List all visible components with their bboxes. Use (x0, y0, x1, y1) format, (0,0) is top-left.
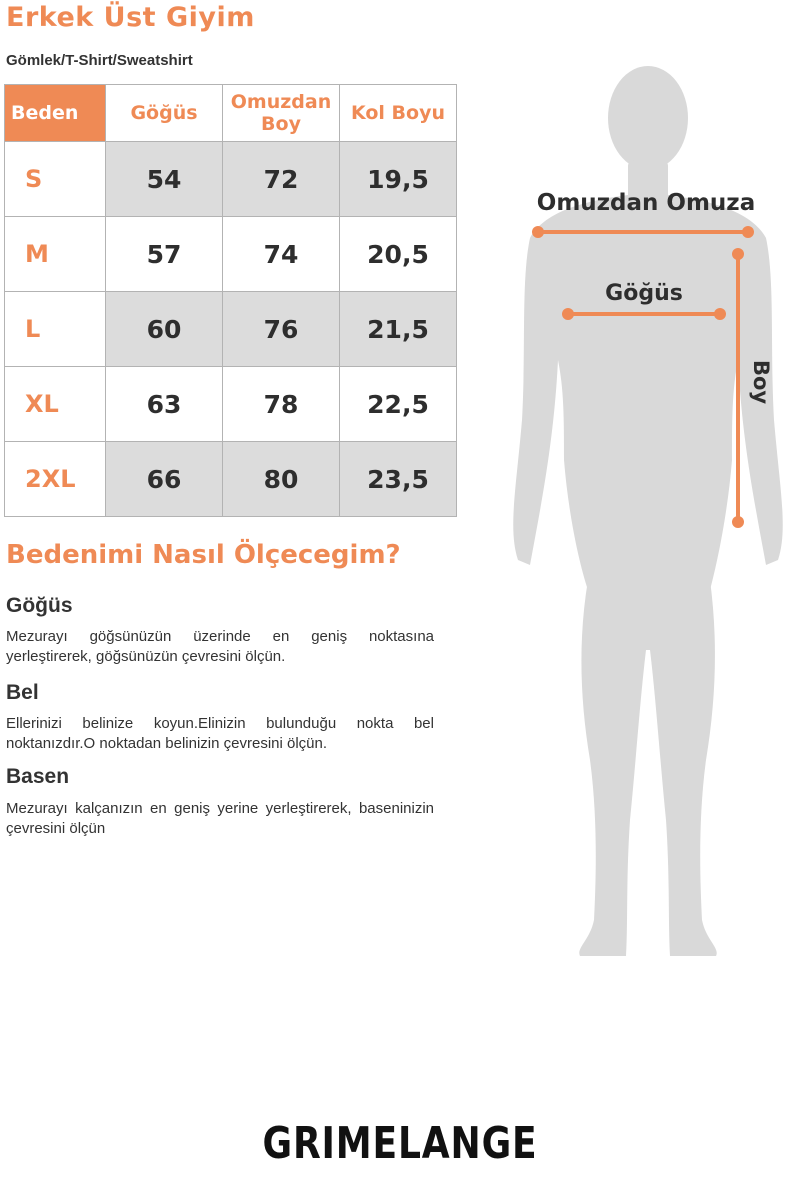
table-row (5, 142, 457, 217)
size-cell: S (5, 142, 106, 217)
boy-cell: 72 (223, 142, 340, 217)
guide-title: Bedenimi Nasıl Ölçecegim? (6, 540, 401, 570)
shoulder-right-dot (742, 226, 754, 238)
page-title: Erkek Üst Giyim (6, 2, 255, 33)
header-boy: Boy (261, 113, 301, 135)
table-row (5, 292, 457, 367)
header-beden: Beden (5, 85, 106, 142)
gogus-cell: 54 (106, 142, 223, 217)
length-top-dot (732, 248, 744, 260)
kol-boyu-cell: 22,5 (340, 367, 457, 442)
size-cell: 2XL (5, 442, 106, 517)
header-omuzdan: Omuzdan (230, 91, 332, 113)
body-measurement-figure (470, 60, 800, 970)
shoulder-left-dot (532, 226, 544, 238)
boy-cell: 76 (223, 292, 340, 367)
header-kol-boyu: Kol Boyu (340, 85, 457, 142)
header-omuzdan-boy (223, 85, 340, 142)
table-row (5, 367, 457, 442)
kol-boyu-cell: 21,5 (340, 292, 457, 367)
section-heading-gogus: Göğüs (6, 594, 73, 617)
page-subtitle: Gömlek/T-Shirt/Sweatshirt (6, 52, 193, 69)
table-row (5, 442, 457, 517)
boy-cell: 78 (223, 367, 340, 442)
table-header-row (5, 85, 457, 142)
section-text-gogus: Mezurayı göğsünüzün üzerinde en geniş noktasına yerleştirerek, göğsünüzün çevresini ölçün. (6, 628, 434, 665)
header-gogus: Göğüs (106, 85, 223, 142)
section-heading-bel: Bel (6, 681, 39, 704)
label-chest: Göğüs (605, 281, 683, 306)
size-cell: L (5, 292, 106, 367)
kol-boyu-cell: 20,5 (340, 217, 457, 292)
boy-cell: 80 (223, 442, 340, 517)
brand-logo: GRIMELANGE (262, 1118, 538, 1169)
gogus-cell: 66 (106, 442, 223, 517)
size-cell: XL (5, 367, 106, 442)
chest-left-dot (562, 308, 574, 320)
label-shoulder: Omuzdan Omuza (536, 190, 756, 216)
boy-cell: 74 (223, 217, 340, 292)
gogus-cell: 57 (106, 217, 223, 292)
kol-boyu-cell: 23,5 (340, 442, 457, 517)
gogus-cell: 60 (106, 292, 223, 367)
kol-boyu-cell: 19,5 (340, 142, 457, 217)
size-table (4, 84, 457, 517)
label-length: Boy (749, 360, 773, 405)
size-cell: M (5, 217, 106, 292)
section-text-basen: Mezurayı kalçanızın en geniş yerine yerleştirerek, baseninizin çevresini ölçün (6, 800, 434, 837)
section-heading-basen: Basen (6, 765, 70, 788)
section-text-bel: Ellerinizi belinize koyun.Elinizin bulunduğu nokta bel noktanızdır.O noktadan belinizin çevresini ölçün. (6, 715, 434, 752)
length-bottom-dot (732, 516, 744, 528)
chest-right-dot (714, 308, 726, 320)
table-row (5, 217, 457, 292)
gogus-cell: 63 (106, 367, 223, 442)
